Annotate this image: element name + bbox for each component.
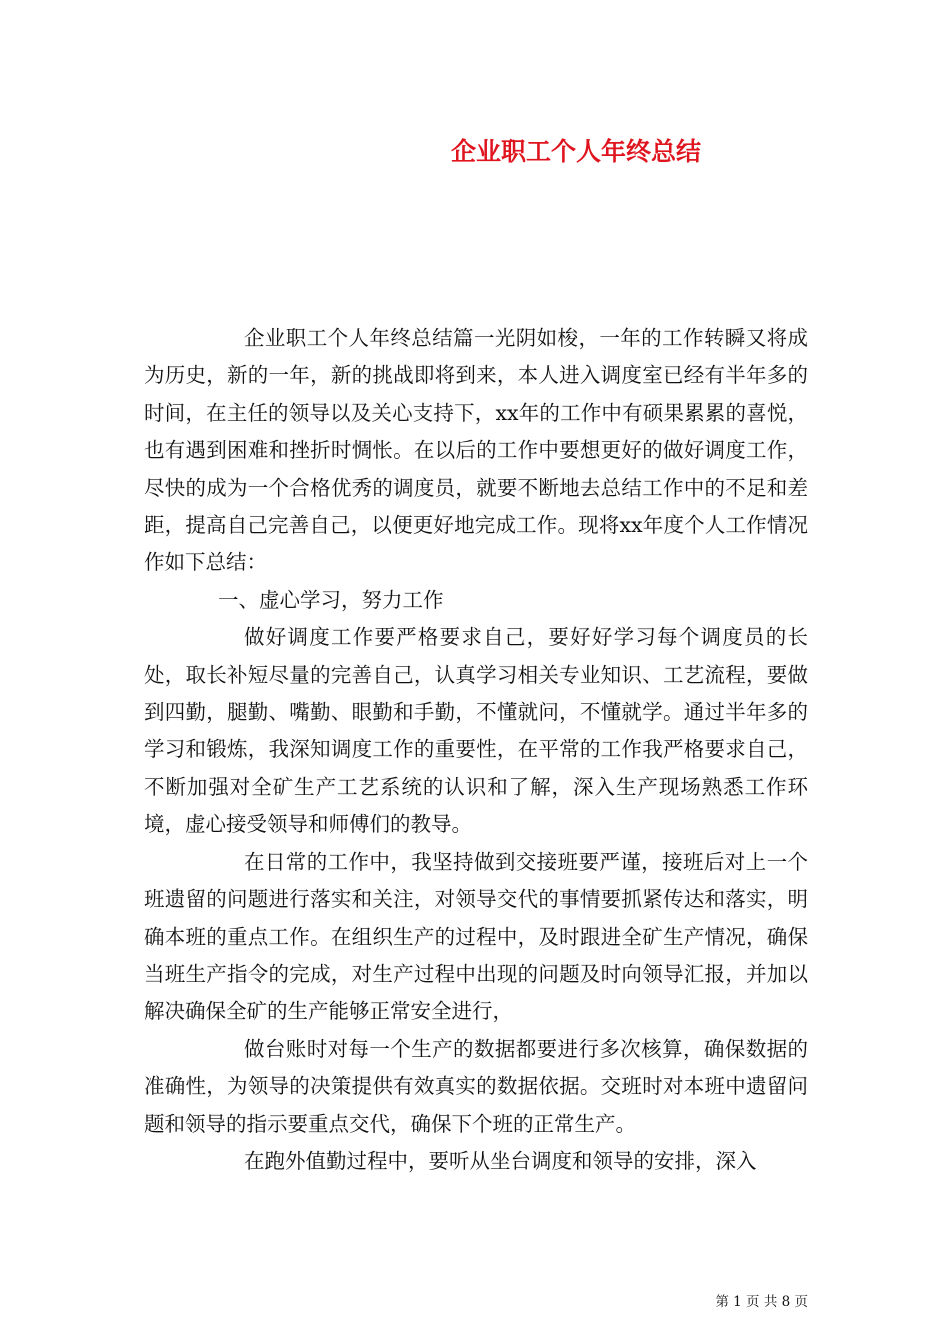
paragraph-ledger: 做台账时对每一个生产的数据都要进行多次核算，确保数据的准确性，为领导的决策提供有效真实的数据依据。交班时对本班中遗留问题和领导的指示要重点交代，确保下个班的正常生产。 — [144, 1036, 808, 1136]
section-heading: 一、虚心学习，努力工作 — [218, 587, 444, 612]
paragraph-daily-work: 在日常的工作中，我坚持做到交接班要严谨，接班后对上一个班遗留的问题进行落实和关注，对领导交代的事情要抓紧传达和落实，明确本班的重点工作。在组织生产的过程中，及时跟进全矿生产情况，确保当班生产指令的完成，对生产过程中出现的问题及时向领导汇报，并加以解决确保全矿的生产能够正常安全进行， — [144, 849, 808, 1024]
paragraph-field-duty: 在跑外值勤过程中，要听从坐台调度和领导的安排，深入 — [244, 1148, 757, 1173]
document-title: 企业职工个人年终总结 — [450, 137, 701, 166]
paragraph-intro: 企业职工个人年终总结篇一光阴如梭，一年的工作转瞬又将成为历史，新的一年，新的挑战即将到来，本人进入调度室已经有半年多的时间，在主任的领导以及关心支持下，xx年的工作中有硕果累累的喜悦，也有遇到困难和挫折时惆怅。在以后的工作中要想更好的做好调度工作，尽快的成为一个合格优秀的调度员，就要不断地去总结工作中的不足和差距，提高自己完善自己，以便更好地完成工作。现将xx年度个人工作情况作如下总结： — [144, 326, 808, 575]
page-number: 第 1 页 共 8 页 — [715, 1294, 808, 1310]
paragraph-study: 做好调度工作要严格要求自己，要好好学习每个调度员的长处，取长补短尽量的完善自己，认真学习相关专业知识、工艺流程，要做到四勤，腿勤、嘴勤、眼勤和手勤，不懂就问，不懂就学。通过半年多的学习和锻炼，我深知调度工作的重要性，在平常的工作我严格要求自己，不断加强对全矿生产工艺系统的认识和了解，深入生产现场熟悉工作环境，虚心接受领导和师傅们的教导。 — [144, 625, 808, 837]
document-body — [144, 320, 808, 1180]
